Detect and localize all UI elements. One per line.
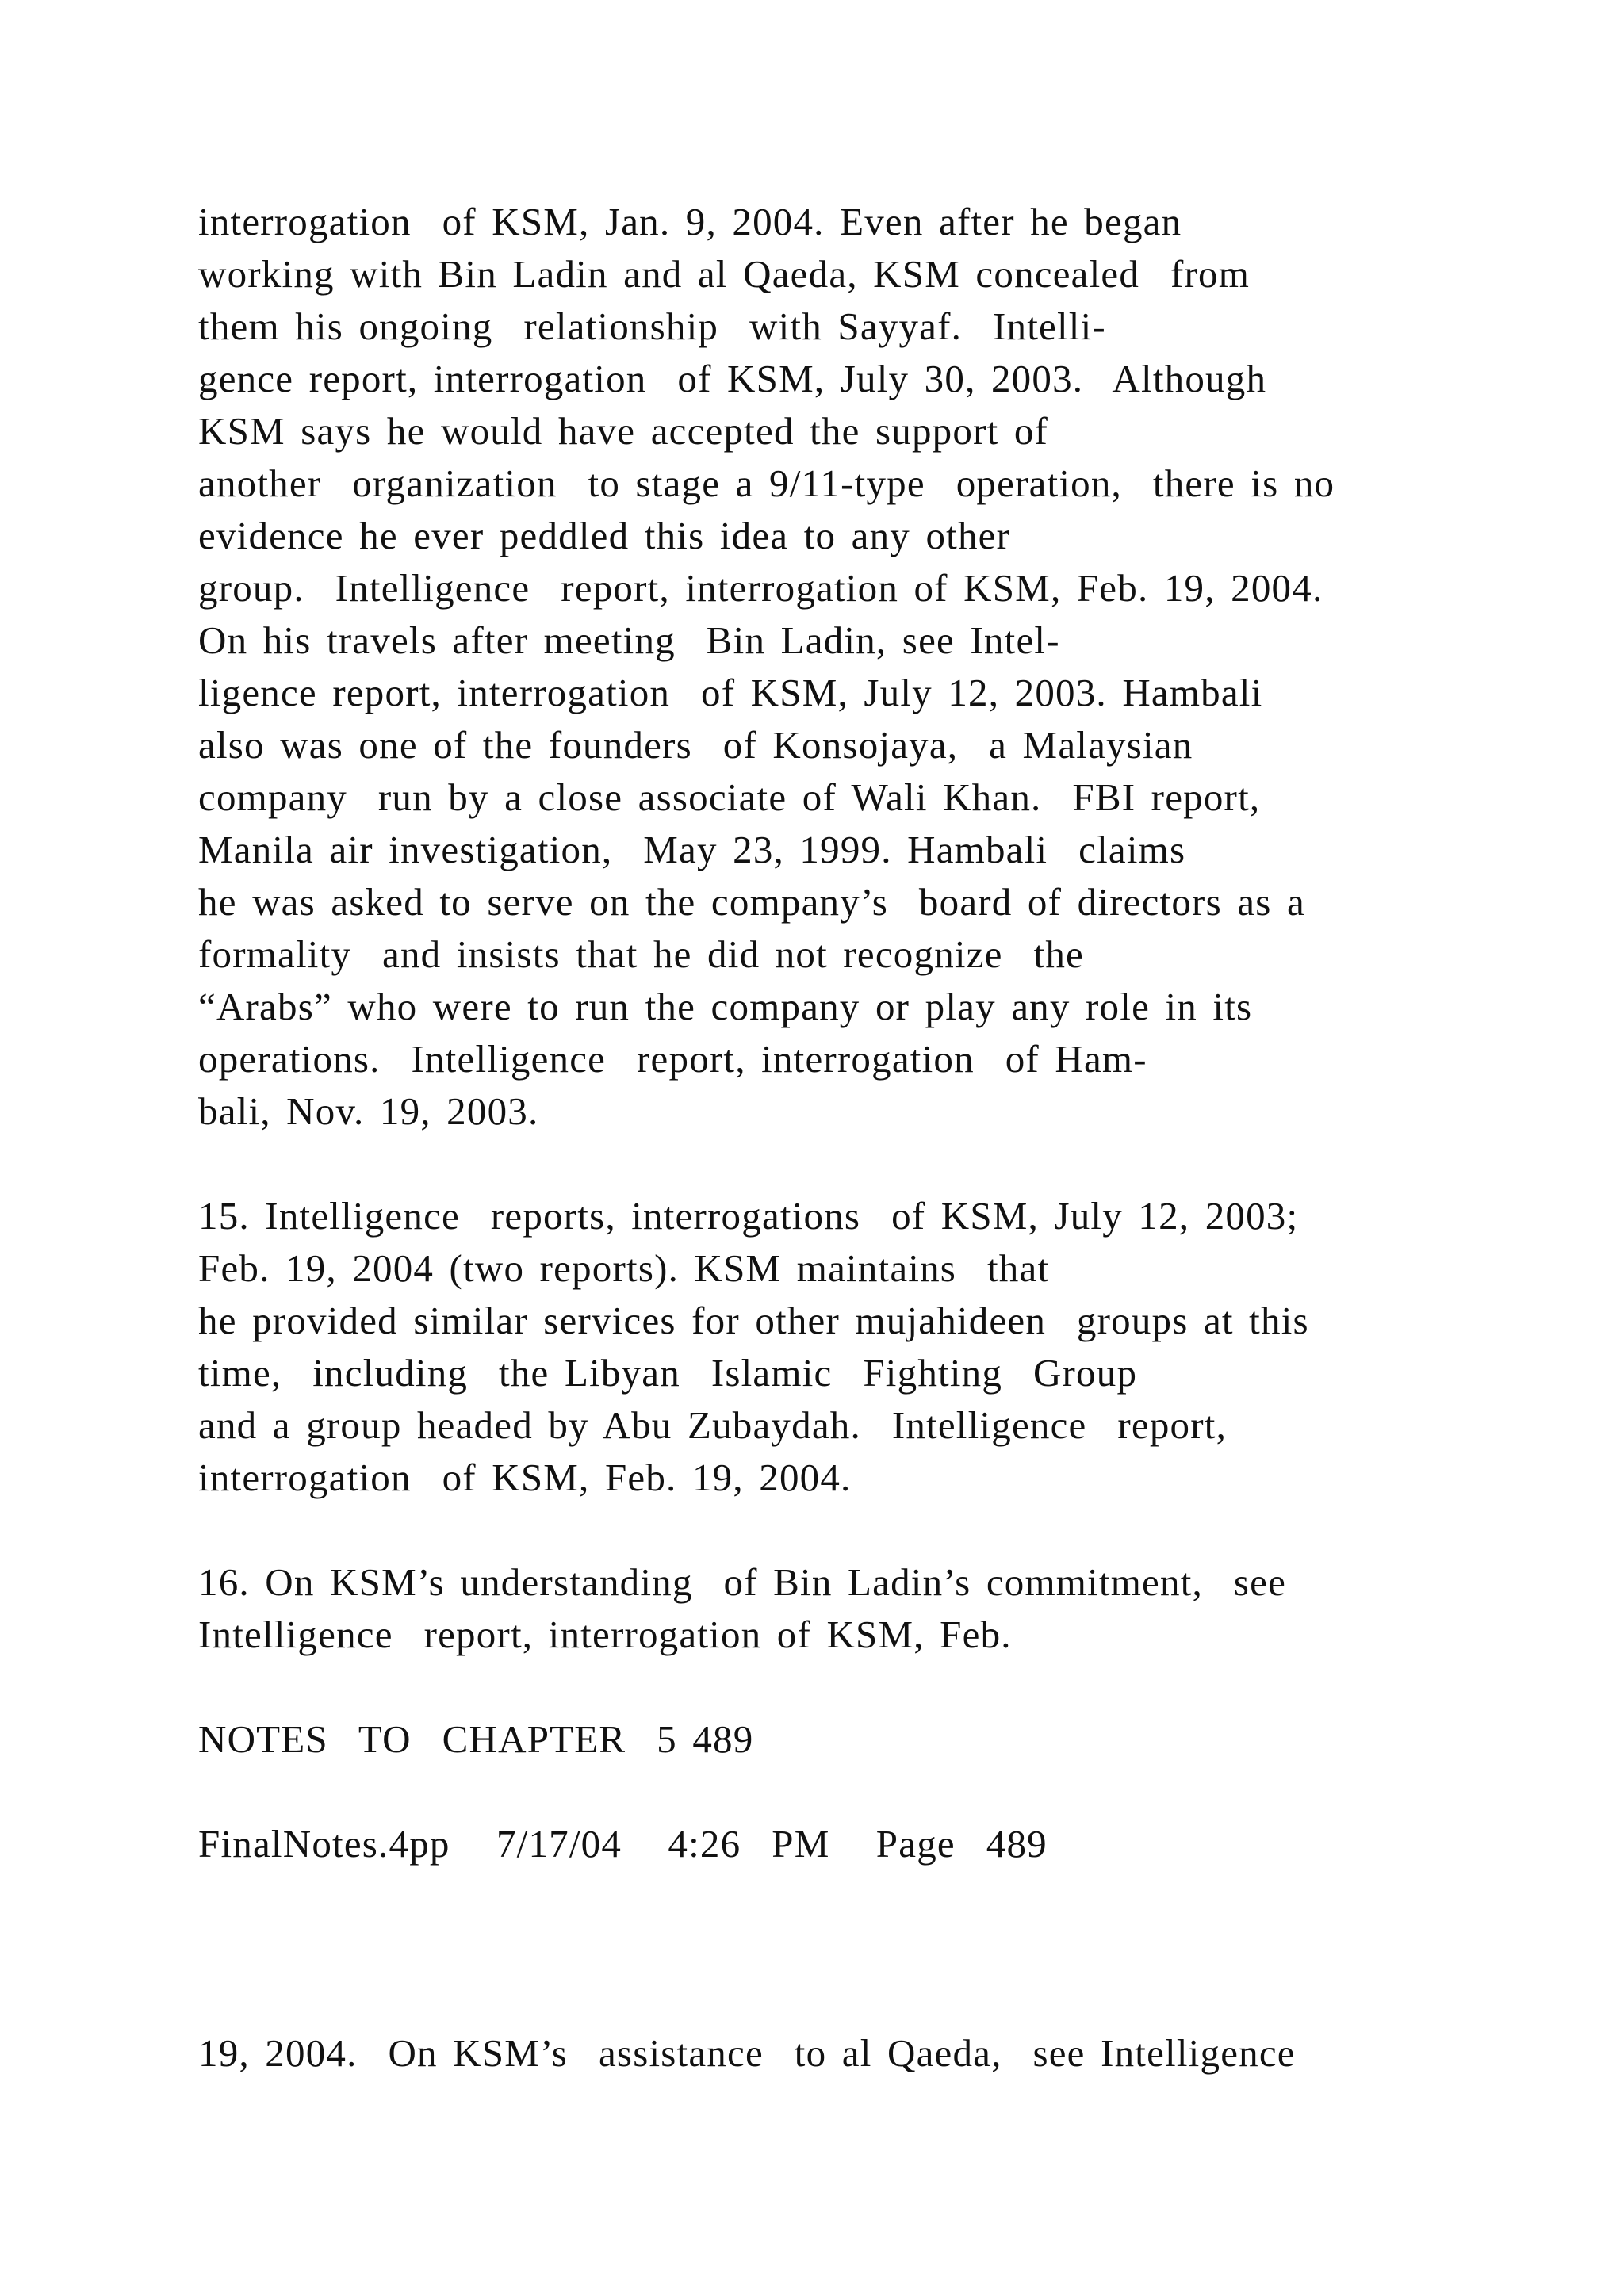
text-line: KSM says he would have accepted the support of <box>198 409 1049 453</box>
text-line: them his ongoing relationship with Sayyaf. Intelli- <box>198 304 1106 348</box>
text-line: he was asked to serve on the company’s board of directors as a <box>198 880 1305 924</box>
text-line: interrogation of KSM, Jan. 9, 2004. Even after he began <box>198 200 1182 243</box>
text-line: company run by a close associate of Wali Khan. FBI report, <box>198 775 1261 819</box>
text-line: gence report, interrogation of KSM, July 30, 2003. Although <box>198 357 1267 400</box>
note-16-line: 16. On KSM’s understanding of Bin Ladin’s commitment, see <box>198 1560 1287 1604</box>
text-line: ligence report, interrogation of KSM, July 12, 2003. Hambali <box>198 671 1263 714</box>
text-line: formality and insists that he did not recognize the <box>198 932 1084 976</box>
text-line: “Arabs” who were to run the company or play any role in its <box>198 985 1253 1028</box>
text-line: Intelligence report, interrogation of KSM, Feb. <box>198 1613 1012 1656</box>
text-line: evidence he ever peddled this idea to any other <box>198 514 1011 557</box>
print-slug: FinalNotes.4pp 7/17/04 4:26 PM Page 489 <box>198 1822 1048 1866</box>
text-line: bali, Nov. 19, 2003. <box>198 1089 539 1133</box>
text-line: operations. Intelligence report, interrogation of Ham- <box>198 1037 1147 1081</box>
note-15-line: 15. Intelligence reports, interrogations of KSM, July 12, 2003; <box>198 1194 1299 1238</box>
text-line: and a group headed by Abu Zubaydah. Intelligence report, <box>198 1403 1228 1447</box>
running-footer: NOTES TO CHAPTER 5 489 <box>198 1717 754 1761</box>
text-line: Manila air investigation, May 23, 1999. Hambali claims <box>198 828 1186 871</box>
text-line: also was one of the founders of Konsojaya, a Malaysian <box>198 723 1193 767</box>
text-line: working with Bin Ladin and al Qaeda, KSM concealed from <box>198 252 1251 296</box>
text-line: 19, 2004. On KSM’s assistance to al Qaeda, see Intelligence <box>198 2031 1296 2075</box>
text-line: he provided similar services for other mujahideen groups at this <box>198 1299 1309 1342</box>
text-line: On his travels after meeting Bin Ladin, see Intel- <box>198 618 1060 662</box>
text-line: another organization to stage a 9/11-type operation, there is no <box>198 461 1335 505</box>
text-line: time, including the Libyan Islamic Fighting Group <box>198 1351 1138 1395</box>
text-line: Feb. 19, 2004 (two reports). KSM maintains that <box>198 1246 1050 1290</box>
text-line: group. Intelligence report, interrogation of KSM, Feb. 19, 2004. <box>198 566 1323 610</box>
text-line: interrogation of KSM, Feb. 19, 2004. <box>198 1456 852 1499</box>
